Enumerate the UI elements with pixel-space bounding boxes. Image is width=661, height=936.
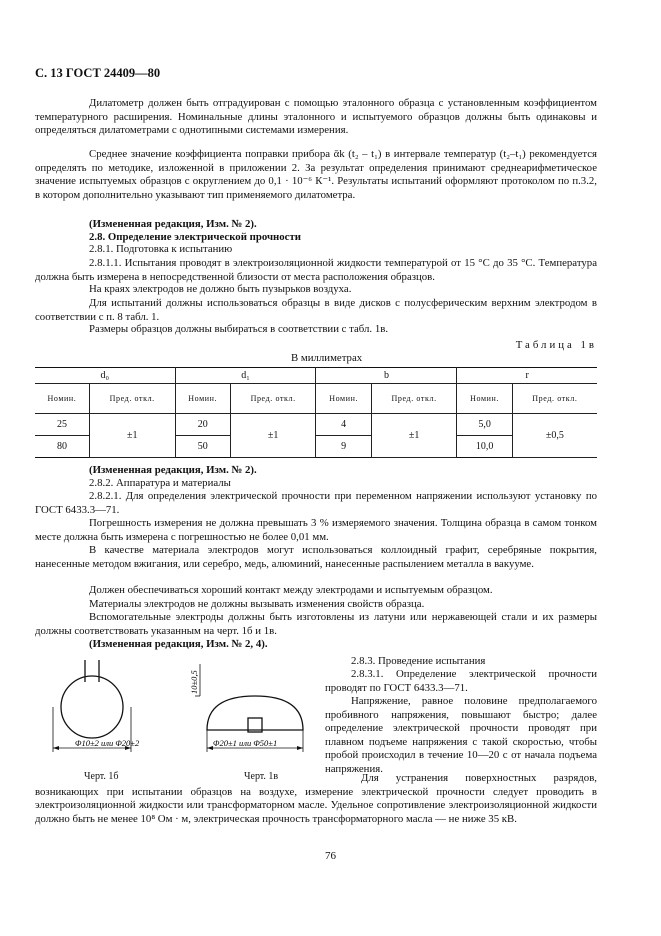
table-cell-tolerance: ±1 [371, 414, 457, 458]
col-group-d0: d₀ [35, 368, 175, 384]
col-header-nom: Номин. [316, 384, 371, 414]
figure-caption: Черт. 1в [244, 771, 279, 782]
table-units: В миллиметрах [291, 352, 363, 364]
fig-1v-height: 10±0,5 [189, 670, 199, 694]
paragraph: В качестве материала электродов могут использоваться коллоидный графит, серебряные покрытия, нанесенные методом вжигания, или серебро, медь, алюминий, нанесенные распылением металла в вакууме. [35, 544, 597, 570]
fig-1b-dimension: Φ10±2 или Φ20±2 [75, 738, 140, 748]
paragraph: Напряжение, равное половине предполагаемого пробивного напряжения, повышают быстро; далее определение электрической прочности проводят при плавном подъеме напряжения с такой скоростью, чтобы пробой происходил в течение 10—20 с от начала подъема напряжения. [325, 695, 597, 775]
paragraph: Погрешность измерения не должна превышать 3 % измеряемого значения. Толщина образца в самом тонком месте должна быть измерена с погрешностью не более 0,01 мм. [35, 517, 597, 543]
paragraph: Размеры образцов должны выбираться в соответствии с табл. 1в. [89, 323, 389, 335]
paragraph: Для испытаний должны использоваться образцы в виде дисков с полусферическим верхним электродом в соответствии с п. 8 табл. 1. [35, 297, 597, 323]
paragraph: 2.8.3.1. Определение электрической прочности проводят по ГОСТ 6433.3—71. [325, 668, 597, 694]
paragraph: На краях электродов не должно быть пузырьков воздуха. [89, 283, 352, 295]
section-heading: 2.8. Определение электрической прочности [89, 231, 301, 243]
paragraph: Должен обеспечиваться хороший контакт между электродами и испытуемым образцом. [89, 584, 493, 596]
col-header-nom: Номин. [175, 384, 230, 414]
paragraph: Для устранения поверхностных разрядов, возникающих при испытании образцов на воздухе, измерение электрической прочности следует проводить в электроизоляционной жидкости или трансформаторном масле. Удельное сопротивление электроизоляционной жидкости должно быть не менее 10⁸ Ом · м, электрическая прочность трансформаторного масла — не ниже 35 кВ. [35, 772, 597, 825]
table-cell: 20 [175, 414, 230, 436]
table-cell: 5,0 [457, 414, 512, 436]
subsection-heading: 2.8.1. Подготовка к испытанию [89, 243, 233, 255]
subsection-heading: 2.8.3. Проведение испытания [351, 655, 486, 667]
col-group-d1: d₁ [175, 368, 316, 384]
subsection-heading: 2.8.2. Аппаратура и материалы [89, 477, 231, 489]
paragraph: 2.8.1.1. Испытания проводят в электроизоляционной жидкости температурой от 15 °С до 35 °С. Температура должна быть измерена в непосредственной близости от места расположения образцов. [35, 257, 597, 283]
paragraph: 2.8.2.1. Для определения электрической прочности при переменном напряжении используют установку по ГОСТ 6433.3—71. [35, 490, 597, 516]
paragraph: Материалы электродов не должны вызывать изменения свойств образца. [89, 598, 425, 610]
page-header: С. 13 ГОСТ 24409—80 [35, 66, 161, 80]
table-cell-tolerance: ±1 [230, 414, 316, 458]
table-cell: 50 [175, 436, 230, 458]
col-header-tol: Пред. откл. [89, 384, 175, 414]
table-caption: Таблица 1в [515, 339, 597, 351]
dimensions-table [35, 367, 597, 458]
table-cell: 9 [316, 436, 371, 458]
table-cell: 4 [316, 414, 371, 436]
figure-caption: Черт. 1б [84, 771, 119, 782]
col-header-nom: Номин. [35, 384, 89, 414]
col-header-nom: Номин. [457, 384, 512, 414]
electrode-drawings [45, 652, 320, 770]
page-number: 76 [325, 850, 336, 862]
table-cell: 10,0 [457, 436, 512, 458]
col-header-tol: Пред. откл. [230, 384, 316, 414]
table-cell-tolerance: ±1 [89, 414, 175, 458]
paragraph: Среднее значение коэффициента поправки прибора ᾱk (t₂ – t₁) в интервале температур (t₂–t₁) рекомендуется определять по методике, изложенной в приложении 2. За результат определения принимают среднеарифметическое значение испытуемых образцов с округлением до 0,1 · 10⁻⁶ К⁻¹. Результаты испытаний оформляют протоколом по п.3.2, в котором дополнительно указывают тип применяемого дилатометра. [35, 148, 597, 201]
col-header-tol: Пред. откл. [371, 384, 457, 414]
amendment-note: (Измененная редакция, Изм. № 2). [89, 218, 257, 230]
amendment-note: (Измененная редакция, Изм. № 2, 4). [89, 638, 268, 650]
col-group-r: r [457, 368, 597, 384]
col-group-b: b [316, 368, 457, 384]
table-cell: 80 [35, 436, 89, 458]
paragraph: Дилатометр должен быть отградуирован с помощью эталонного образца с установленным коэффициентом температурного расширения. Номинальные длины эталонного и испытуемого образцов должны быть одинаковы и определяться дилатометрами с однотипными системами измерения. [35, 97, 597, 137]
col-header-tol: Пред. откл. [512, 384, 597, 414]
table-cell: 25 [35, 414, 89, 436]
amendment-note: (Измененная редакция, Изм. № 2). [89, 464, 257, 476]
fig-1v-dimension: Φ20±1 или Φ50±1 [213, 738, 278, 748]
table-cell-tolerance: ±0,5 [512, 414, 597, 458]
paragraph: Вспомогательные электроды должны быть изготовлены из латуни или нержавеющей стали и их размеры должны соответствовать указанным на черт. 1б и 1в. [35, 611, 597, 637]
